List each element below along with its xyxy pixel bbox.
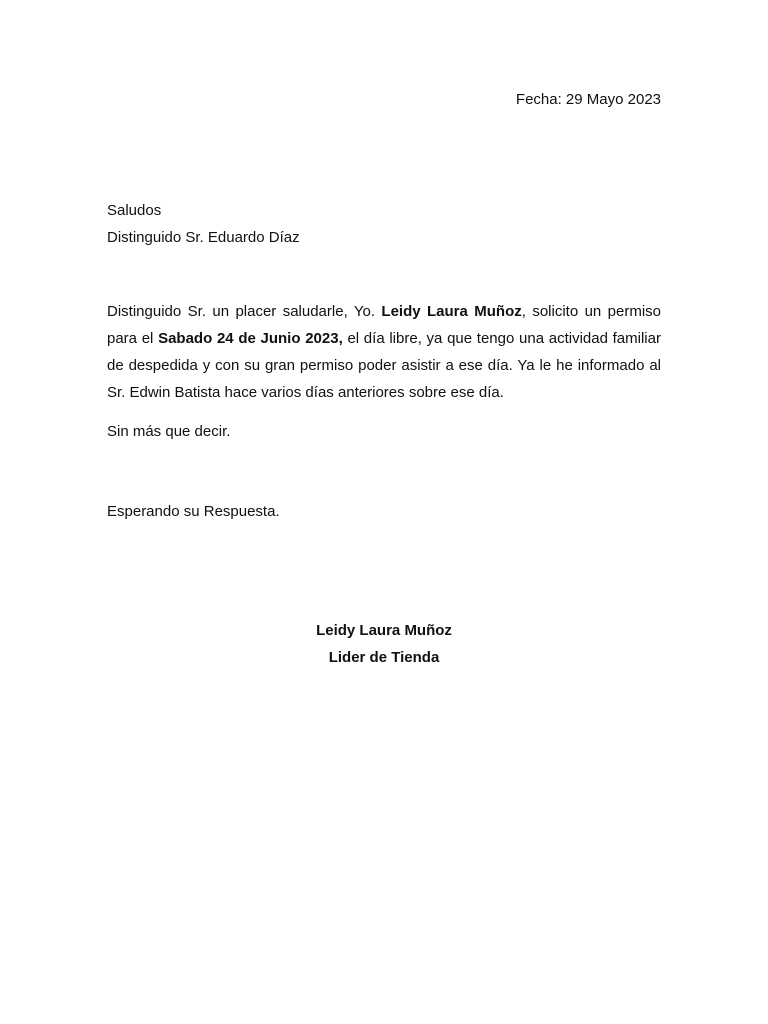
greeting-block bbox=[107, 197, 300, 251]
signature-title: Lider de Tienda bbox=[328, 649, 440, 666]
letter-date: Fecha: 29 Mayo 2023 bbox=[515, 91, 661, 108]
body-part-1: Distinguido Sr. un placer saludarle, Yo. bbox=[107, 303, 382, 320]
signature-name: Leidy Laura Muñoz bbox=[316, 622, 452, 639]
greeting-text: Saludos bbox=[107, 202, 162, 219]
letter-page bbox=[107, 0, 661, 1024]
body-part-2: , solicito un permiso para el bbox=[107, 303, 662, 347]
body-requested-date: Sabado 24 de Junio 2023, bbox=[158, 330, 343, 347]
recipient-text: Distinguido Sr. Eduardo Díaz bbox=[107, 229, 300, 246]
body-sender-name: Leidy Laura Muñoz bbox=[381, 303, 522, 320]
letter-body bbox=[107, 298, 661, 406]
signature-block bbox=[107, 617, 661, 671]
closing-line: Sin más que decir. bbox=[107, 423, 231, 440]
body-part-3: el día libre, ya que tengo una actividad familiar de despedida y con su gran permiso poder asistir a ese día. Ya le he informado al Sr. Edwin Batista hace varios días anteriores sobre ese día. bbox=[107, 330, 661, 401]
awaiting-response: Esperando su Respuesta. bbox=[107, 503, 280, 520]
